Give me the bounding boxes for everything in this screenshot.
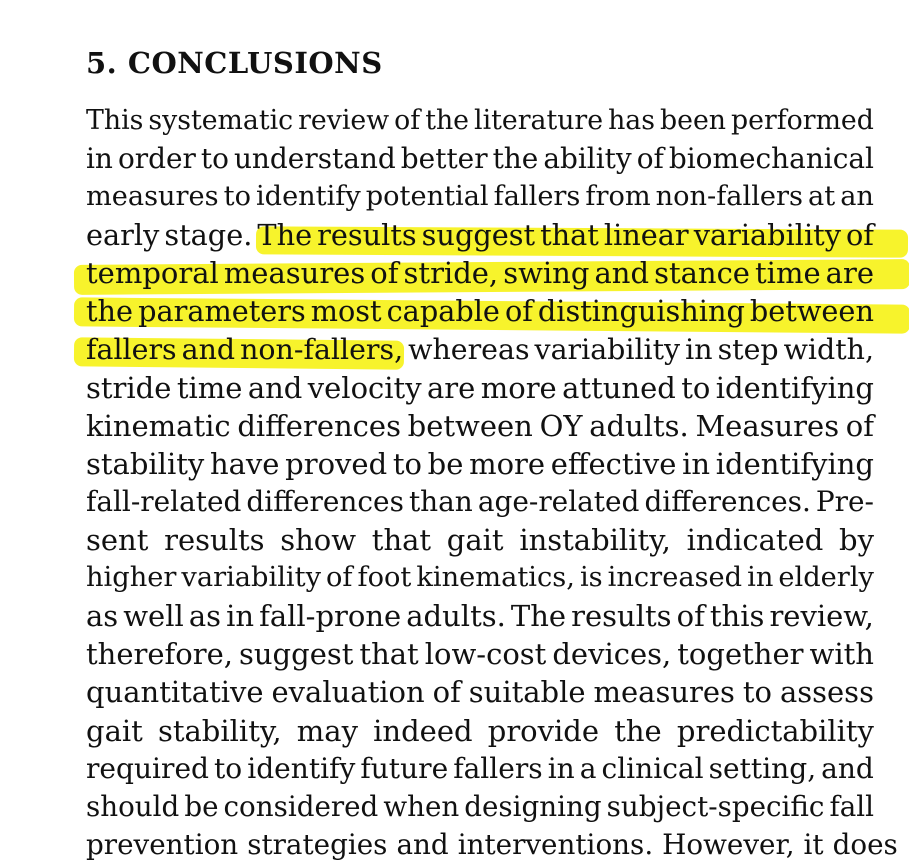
section-number: 5. [86, 46, 118, 80]
paragraph-line: early stage. The results suggest that linear variability of [86, 218, 874, 253]
paragraph-line: in order to understand better the ability of biomechanical [86, 142, 874, 176]
paragraph-line: prevention strategies and interventions. However, it does [86, 827, 898, 861]
section-title: CONCLUSIONS [127, 46, 383, 80]
conclusion-paragraph [86, 102, 898, 864]
section-heading [86, 44, 383, 82]
paragraph-line: therefore, suggest that low-cost devices, together with [86, 637, 874, 672]
paragraph-line: quantitative evaluation of suitable measures to assess [86, 675, 874, 710]
paragraph-line: stability have proved to be more effective in identifying [86, 446, 874, 481]
paragraph-line: stride time and velocity are more attuned to identifying [86, 370, 874, 405]
paragraph-line: required to identify future fallers in a clinical setting, and [86, 751, 874, 785]
paragraph-line: higher variability of foot kinematics, is increased in elderly [86, 562, 874, 594]
paragraph-line: should be considered when designing subject-specific fall [86, 789, 874, 823]
paragraph-line: fall-related differences than age-related differences. Pre- [86, 484, 874, 518]
paragraph-line: kinematic differences between OY adults. Measures of [86, 408, 874, 443]
paragraph-line: This systematic review of the literature has been performed [86, 105, 874, 136]
paragraph-line: as well as in fall-prone adults. The results of this review, [86, 599, 874, 634]
paragraph-line: sent results show that gait instability, indicated by [86, 523, 874, 558]
paragraph-line: temporal measures of stride, swing and stance time are [86, 256, 874, 291]
paragraph-line: the parameters most capable of distinguishing between [86, 294, 874, 329]
paragraph-line: fallers and non-fallers, whereas variability in step width, [86, 332, 874, 366]
paragraph-line: measures to identify potential fallers from non-fallers at an [86, 181, 874, 213]
paragraph-line: gait stability, may indeed provide the predictability [86, 713, 874, 748]
